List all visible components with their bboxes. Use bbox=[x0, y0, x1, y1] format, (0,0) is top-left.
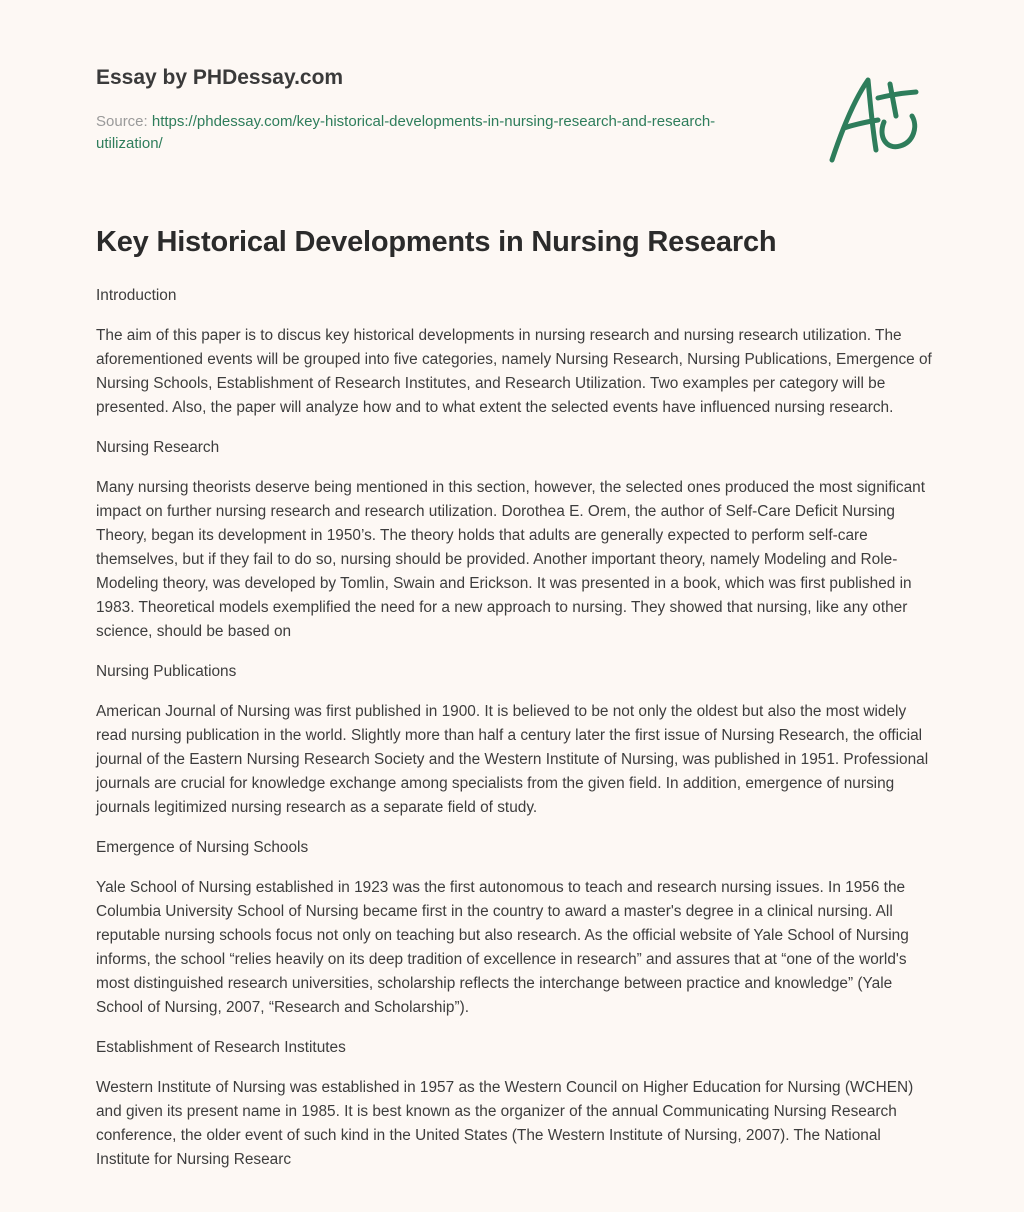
section-heading: Introduction bbox=[96, 287, 177, 304]
article-title: Key Historical Developments in Nursing Research bbox=[96, 226, 777, 258]
section-heading: Nursing Research bbox=[96, 439, 220, 456]
section-paragraph: Many nursing theorists deserve being mentioned in this section, however, the selected ones produced the most significant impact on further nursing research and research utilization. Dorothea E. Orem, the author of Self-Care Deficit Nursing Theory, began its development in 1950’s. The theory holds that adults are generally expected to perform self-care themselves, but if they fail to do so, nursing should be provided. Another important theory, namely Modeling and Role-Modeling theory, was developed by Tomlin, Swain and Erickson. It was presented in a book, which was first published in 1983. Theoretical models exemplified the need for a new approach to nursing. They showed that nursing, like any other science, should be based on bbox=[96, 479, 926, 640]
source-link[interactable]: https://phdessay.com/key-historical-developments-in-nursing-research-and-research-utilization/ bbox=[96, 113, 716, 152]
section-heading: Establishment of Research Institutes bbox=[96, 1039, 346, 1056]
section-heading: Nursing Publications bbox=[96, 663, 237, 680]
brand-title: Essay by PHDessay.com bbox=[96, 66, 344, 89]
section-paragraph: Yale School of Nursing established in 1923 was the first autonomous to teach and research nursing issues. In 1956 the Columbia University School of Nursing became first in the country to award a master's degree in a clinical nursing. All reputable nursing schools focus not only on teaching but also research. As the official website of Yale School of Nursing informs, the school “relies heavily on its deep tradition of excellence in research” and assures that at “one of the world's most distinguished research universities, scholarship reflects the interchange between practice and knowledge” (Yale School of Nursing, 2007, “Research and Scholarship”). bbox=[96, 879, 909, 1016]
essay-page bbox=[96, 0, 932, 1168]
section-paragraph: Western Institute of Nursing was established in 1957 as the Western Council on Higher Education for Nursing (WCHEN) and given its present name in 1985. It is best known as the organizer of the annual Communicating Nursing Research conference, the older event of such kind in the United States (The Western Institute of Nursing, 2007). The National Institute for Nursing Researc bbox=[96, 1079, 914, 1168]
source-line bbox=[96, 111, 736, 155]
source-label: Source: bbox=[96, 113, 148, 130]
section-paragraph: American Journal of Nursing was first published in 1900. It is believed to be not only the oldest but also the most widely read nursing publication in the world. Slightly more than half a century later the first issue of Nursing Research, the official journal of the Eastern Nursing Research Society and the Western Institute of Nursing, was published in 1951. Professional journals are crucial for knowledge exchange among specialists from the given field. In addition, emergence of nursing journals legitimized nursing research as a separate field of study. bbox=[96, 703, 929, 816]
section-heading: Emergence of Nursing Schools bbox=[96, 839, 309, 856]
article-body bbox=[96, 284, 932, 1188]
page-header bbox=[96, 0, 932, 176]
section-paragraph: The aim of this paper is to discus key historical developments in nursing research and nursing research utilization. The aforementioned events will be grouped into five categories, namely Nursing Research, Nursing Publications, Emergence of Nursing Schools, Establishment of Research Institutes, and Research Utilization. Two examples per category will be presented. Also, the paper will analyze how and to what extent the selected events have influenced nursing research. bbox=[96, 327, 932, 416]
a-plus-logo-icon bbox=[826, 70, 926, 164]
